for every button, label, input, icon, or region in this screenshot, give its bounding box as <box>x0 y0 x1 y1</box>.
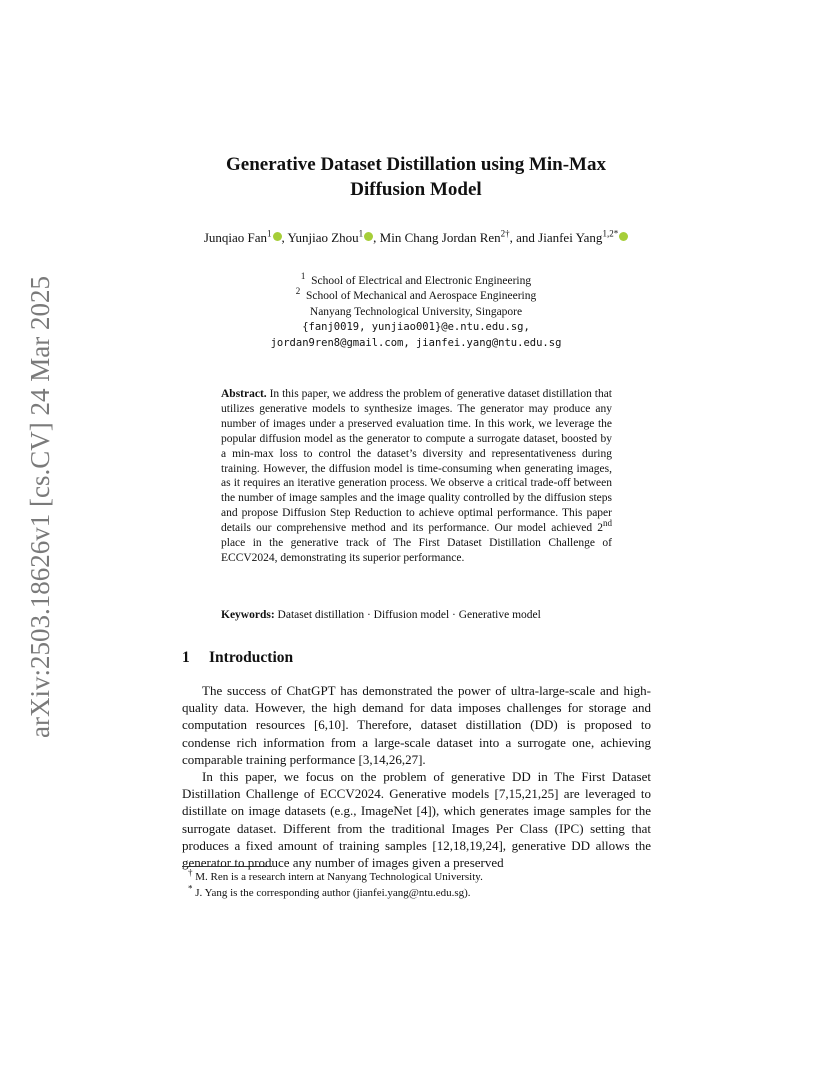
intro-body <box>182 682 651 871</box>
author-1: Junqiao Fan <box>203 230 268 245</box>
paragraph: The success of ChatGPT has demonstrated the power of ultra-large-scale and high-quality data. However, the high demand for data imposes challenges for storage and computation resources [6,10]. Therefore, dataset distillation (DD) is proposed to condense rich information from a large-scale dataset into a surrogate one, achieving comparable training performance [3,14,26,27]. <box>182 683 651 767</box>
affil-mark-2: 2 <box>295 286 301 297</box>
footnote-mark: † <box>188 867 193 878</box>
author-1-affil: 1 <box>267 228 272 239</box>
keywords-label: Keywords: <box>221 609 275 621</box>
footnote <box>182 867 651 886</box>
author-4-affil: 1,2* <box>602 228 619 239</box>
abstract-text-2: place in the generative track of The First Dataset Distillation Challenge of ECCV2024, demonstrating its superior performance. <box>221 537 612 564</box>
orcid-icon[interactable] <box>364 232 373 241</box>
abstract <box>221 387 612 566</box>
section-heading <box>182 649 293 667</box>
footnote <box>182 882 651 902</box>
affiliation-2 <box>200 286 632 304</box>
section-title: Introduction <box>209 649 294 666</box>
footnote-divider <box>182 866 272 867</box>
author-3: , Min Chang Jordan Ren <box>373 230 501 245</box>
keywords-text: Dataset distillation · Diffusion model · Generative model <box>274 609 541 621</box>
paper-title <box>150 152 682 202</box>
affil-1-text: School of Electrical and Electronic Engineering <box>311 275 532 287</box>
affiliation-1 <box>200 271 632 289</box>
email-line-2: jordan9ren8@gmail.com, jianfei.yang@ntu.edu.sg <box>270 336 562 349</box>
author-4: , and Jianfei Yang <box>509 230 603 245</box>
affil-2-text: School of Mechanical and Aerospace Engineering <box>306 290 537 303</box>
title-line-1: Generative Dataset Distillation using Min-Max <box>226 154 606 175</box>
affiliations <box>200 271 632 351</box>
affiliation-university: Nanyang Technological University, Singapore <box>309 305 523 318</box>
orcid-icon[interactable] <box>273 232 282 241</box>
author-2: , Yunjiao Zhou <box>281 230 359 245</box>
author-list <box>190 229 642 247</box>
author-2-affil: 1 <box>358 228 364 239</box>
title-line-2: Diffusion Model <box>350 179 482 200</box>
author-3-affil: 2† <box>500 228 510 239</box>
arxiv-identifier: arXiv:2503.18626v1 [cs.CV] 24 Mar 2025 <box>25 276 55 738</box>
abstract-text-1: In this paper, we address the problem of generative dataset distillation that utilizes generative models to synthesize images. The generator may produce any number of images under a preserved evaluation time. In this work, we leverage the popular diffusion model as the generator to compute a surrogate dataset, boosted by a min-max loss to control the dataset’s diversity and representativeness during training. However, the diffusion model is time-consuming when generating images, as it requires an iterative generation process. We observe a critical trade-off between the number of image samples and the image quality controlled by the diffusion steps and propose Diffusion Step Reduction to achieve optimal performance. This paper details our comprehensive method and its performance. Our model achieved 2 <box>221 388 612 535</box>
footnote-mark: * <box>188 882 193 893</box>
affil-mark-1: 1 <box>300 271 306 282</box>
footnotes <box>182 867 651 901</box>
keywords <box>221 608 612 623</box>
abstract-label: Abstract. <box>221 388 267 400</box>
footnote-text: M. Ren is a research intern at Nanyang Technological University. <box>195 871 483 883</box>
paragraph: In this paper, we focus on the problem of generative DD in The First Dataset Distillation Challenge of ECCV2024. Generative models [7,15,21,25] are leveraged to distillate on image datasets (e.g., ImageNet [4]), which generates image samples for the surrogate dataset. Different from the traditional Images Per Class (IPC) setting that produces a fixed amount of training samples [12,18,19,24], generative DD allows the generator to produce any number of images given a preserved <box>182 769 651 871</box>
section-number: 1 <box>182 649 190 666</box>
footnote-text: J. Yang is the corresponding author (jianfei.yang@ntu.edu.sg). <box>195 886 471 899</box>
email-line-1: {fanj0019, yunjiao001}@e.ntu.edu.sg, <box>302 321 530 334</box>
abstract-sup: nd <box>603 518 612 529</box>
orcid-icon[interactable] <box>619 232 628 241</box>
